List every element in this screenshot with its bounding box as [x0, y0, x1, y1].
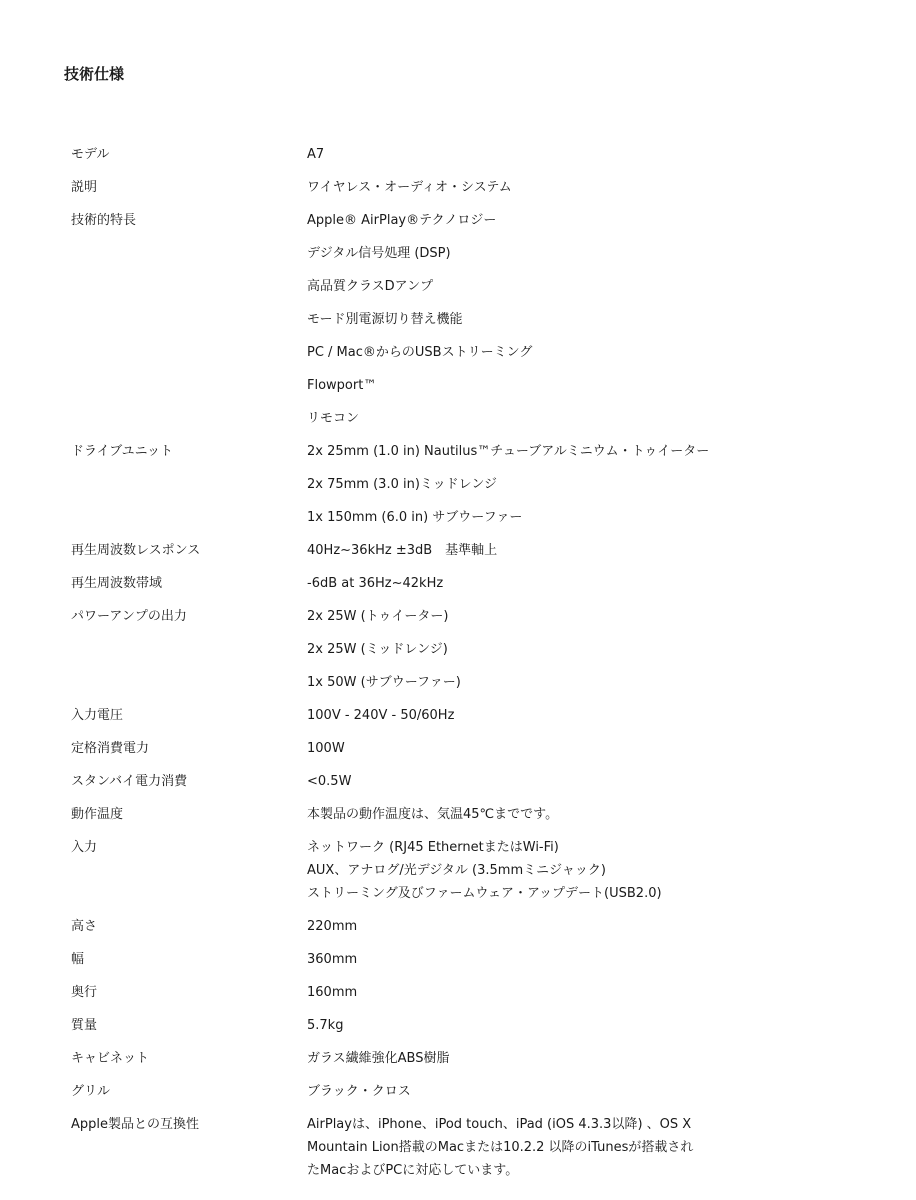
spec-value: リモコン: [307, 411, 360, 426]
spec-values: [307, 138, 871, 171]
spec-row: [71, 976, 871, 1009]
spec-value: 高品質クラスDアンプ: [307, 279, 434, 294]
spec-values: [307, 732, 871, 765]
spec-value: Apple® AirPlay®テクノロジー: [307, 213, 497, 228]
spec-value: 220mm: [307, 919, 358, 934]
spec-label: 説明: [71, 180, 98, 195]
spec-value: 1x 150mm (6.0 in) サブウーファー: [307, 510, 523, 525]
spec-value: PC / Mac®からのUSBストリーミング: [307, 345, 533, 360]
spec-value: 本製品の動作温度は、気温45℃までです。: [307, 807, 559, 822]
spec-value: A7: [307, 147, 325, 162]
spec-value: 2x 25W (ミッドレンジ): [307, 642, 448, 657]
spec-row: [71, 732, 871, 765]
spec-value: Flowport™: [307, 378, 377, 393]
page-title: 技術仕様: [64, 65, 125, 83]
spec-values: [307, 171, 871, 204]
spec-values: [307, 534, 871, 567]
spec-label: ドライブユニット: [71, 444, 174, 459]
spec-label: 再生周波数レスポンス: [71, 543, 201, 558]
spec-label: パワーアンプの出力: [71, 609, 187, 624]
spec-row: [71, 831, 871, 910]
spec-label: 再生周波数帯域: [71, 576, 163, 591]
spec-value: ブラック・クロス: [307, 1084, 411, 1099]
spec-value: 1x 50W (サブウーファー): [307, 675, 461, 690]
spec-table: [71, 138, 871, 1187]
spec-row: [71, 1075, 871, 1108]
spec-values: [307, 910, 871, 943]
spec-label: グリル: [71, 1084, 111, 1099]
spec-row: [71, 534, 871, 567]
spec-row: [71, 567, 871, 600]
spec-value: モード別電源切り替え機能: [307, 312, 463, 327]
spec-value: 40Hz~36kHz ±3dB 基準軸上: [307, 543, 498, 558]
spec-label: 定格消費電力: [71, 741, 150, 756]
spec-value-line: AUX、アナログ/光デジタル (3.5mmミニジャック): [307, 863, 606, 878]
spec-value: 2x 75mm (3.0 in)ミッドレンジ: [307, 477, 497, 492]
spec-value: ワイヤレス・オーディオ・システム: [307, 180, 512, 195]
spec-row: [71, 910, 871, 943]
spec-value: 100V - 240V - 50/60Hz: [307, 708, 455, 723]
spec-values: [307, 798, 871, 831]
spec-row: [71, 171, 871, 204]
spec-row: [71, 765, 871, 798]
spec-row: [71, 138, 871, 171]
spec-row: [71, 435, 871, 534]
spec-value: 160mm: [307, 985, 358, 1000]
spec-values: [307, 204, 871, 435]
spec-value-line: たMacおよびPCに対応しています。: [307, 1163, 519, 1178]
spec-label: 幅: [71, 952, 85, 967]
spec-value-line: ネットワーク (RJ45 EthernetまたはWi-Fi): [307, 840, 559, 855]
spec-value: 5.7kg: [307, 1018, 344, 1033]
spec-values: [307, 435, 871, 534]
spec-values: [307, 765, 871, 798]
spec-row: [71, 204, 871, 435]
spec-value: ガラス繊維強化ABS樹脂: [307, 1051, 450, 1066]
spec-value-line: ストリーミング及びファームウェア・アップデート(USB2.0): [307, 886, 662, 901]
spec-label: キャビネット: [71, 1051, 150, 1066]
spec-row: [71, 1042, 871, 1075]
spec-value: 100W: [307, 741, 345, 756]
spec-row: [71, 943, 871, 976]
spec-value: 2x 25W (トゥイーター): [307, 609, 449, 624]
spec-value: <0.5W: [307, 774, 352, 789]
spec-row: [71, 699, 871, 732]
spec-label: 技術的特長: [71, 213, 137, 228]
spec-label: 高さ: [71, 919, 98, 934]
spec-values: [307, 831, 871, 910]
spec-label: 入力: [71, 840, 98, 855]
spec-row: [71, 1009, 871, 1042]
spec-label: Apple製品との互換性: [71, 1117, 200, 1132]
spec-values: [307, 1042, 871, 1075]
spec-label: 入力電圧: [71, 708, 124, 723]
spec-value: 2x 25mm (1.0 in) Nautilus™チューブアルミニウム・トゥイーター: [307, 444, 710, 459]
spec-label: スタンバイ電力消費: [71, 774, 188, 789]
spec-value: 360mm: [307, 952, 358, 967]
spec-label: モデル: [71, 147, 110, 162]
spec-value: デジタル信号処理 (DSP): [307, 246, 451, 261]
spec-row: [71, 600, 871, 699]
spec-row: [71, 1108, 871, 1187]
spec-values: [307, 943, 871, 976]
spec-values: [307, 567, 871, 600]
spec-value-line: AirPlayは、iPhone、iPod touch、iPad (iOS 4.3.3以降) 、OS X: [307, 1117, 692, 1132]
spec-value-block: [307, 831, 871, 910]
spec-values: [307, 976, 871, 1009]
spec-values: [307, 1009, 871, 1042]
spec-values: [307, 699, 871, 732]
spec-value-line: Mountain Lion搭載のMacまたは10.2.2 以降のiTunesが搭載され: [307, 1140, 694, 1155]
spec-values: [307, 600, 871, 699]
spec-row: [71, 798, 871, 831]
spec-values: [307, 1075, 871, 1108]
spec-value-block: [307, 1108, 871, 1187]
spec-label: 動作温度: [71, 807, 124, 822]
spec-value: -6dB at 36Hz~42kHz: [307, 576, 444, 591]
spec-label: 質量: [71, 1018, 98, 1033]
spec-values: [307, 1108, 871, 1187]
spec-label: 奥行: [71, 985, 98, 1000]
